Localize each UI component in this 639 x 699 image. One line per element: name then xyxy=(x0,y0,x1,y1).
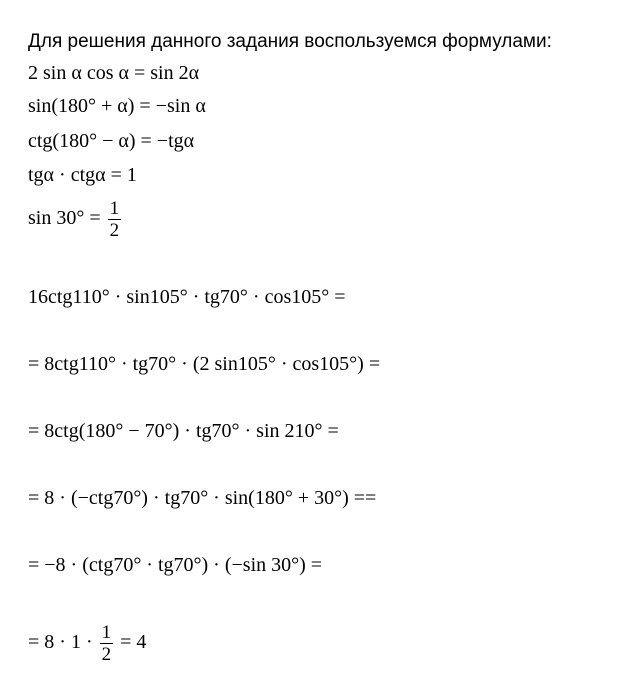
fraction-denominator: 2 xyxy=(109,220,120,241)
final-fraction-numerator: 1 xyxy=(101,622,112,643)
step-3: = 8ctg(180° − 70°) · tg70° · sin 210° = xyxy=(28,420,339,442)
formula-tg-ctg-product: tgα · ctgα = 1 xyxy=(28,164,137,186)
final-fraction-denominator: 2 xyxy=(101,644,112,665)
final-rhs: = 4 xyxy=(120,631,147,654)
formula-sin30 xyxy=(28,198,123,241)
step-5: = −8 · (ctg70° · tg70°) · (−sin 30°) = xyxy=(28,554,323,576)
step-final xyxy=(28,622,146,665)
sin30-lhs: sin 30° = xyxy=(28,207,101,230)
formula-double-angle: 2 sin α cos α = sin 2α xyxy=(28,62,200,84)
fraction-numerator: 1 xyxy=(109,198,120,219)
formula-sin-reduction: sin(180° + α) = −sin α xyxy=(28,95,206,117)
formula-ctg-reduction: ctg(180° − α) = −tgα xyxy=(28,130,195,152)
final-lhs: = 8 · 1 · xyxy=(28,631,93,654)
intro-text: Для решения данного задания воспользуемся формулами: xyxy=(28,31,552,52)
final-fraction-one-half xyxy=(100,622,114,665)
fraction-one-half xyxy=(108,198,122,241)
step-2: = 8ctg110° · tg70° · (2 sin105° · cos105°) = xyxy=(28,353,381,375)
step-1: 16ctg110° · sin105° · tg70° · cos105° = xyxy=(28,286,346,308)
step-4: = 8 · (−ctg70°) · tg70° · sin(180° + 30°) == xyxy=(28,487,377,509)
